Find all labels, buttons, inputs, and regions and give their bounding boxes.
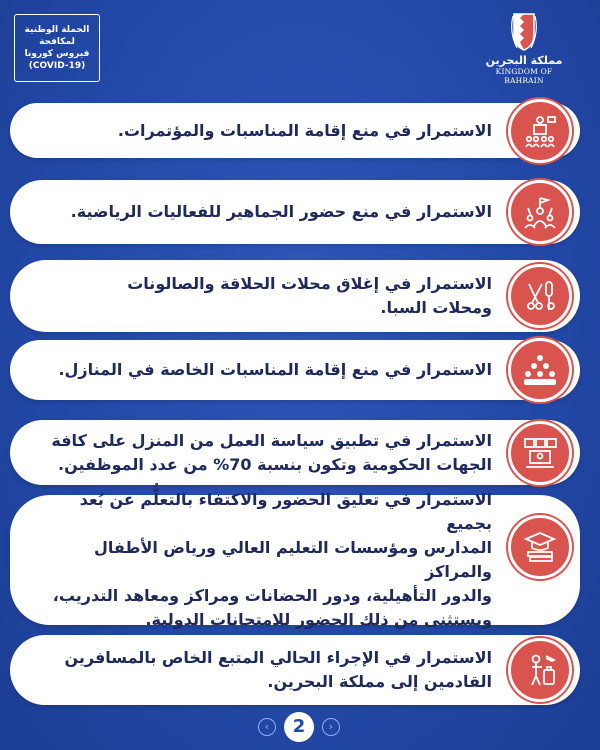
measure-card (10, 635, 580, 705)
conference-icon (508, 99, 572, 163)
measure-card (10, 490, 580, 629)
pagination (0, 712, 600, 742)
campaign-line-2: لمكافحة (39, 37, 75, 47)
campaign-line-3: فيروس كورونا (24, 49, 90, 59)
measure-card (10, 180, 580, 244)
measure-text-line: الاستمرار في تعليق الحضور والاكتفاء بالتعلُّم عن بُعد بجميع (79, 490, 492, 533)
measure-text-line: المدارس ومؤسسات التعليم العالي ورياض الأطفال والمراكز (93, 538, 492, 581)
measure-text-line: القادمين إلى مملكة البحرين. (267, 672, 492, 691)
measure-text-line: والدور التأهيلية، ودور الحضانات ومراكز ومعاهد التدريب، (52, 586, 492, 605)
crowd-icon (508, 338, 572, 402)
graduation-books-icon (508, 515, 572, 579)
measure-text-line: الاستمرار في إغلاق محلات الحلاقة والصالونات (127, 274, 492, 293)
measure-text-line: الاستمرار في منع حضور الجماهير للفعاليات الرياضية. (70, 202, 492, 221)
measure-text-line: الاستمرار في منع إقامة المناسبات والمؤتمرات. (117, 120, 492, 140)
emblem-icon (509, 12, 539, 52)
measure-text-line: ومحلات السبا. (380, 298, 492, 317)
page-number: 2 (284, 712, 314, 742)
measure-text-line: الاستمرار في منع إقامة المناسبات الخاصة في المنازل. (58, 360, 492, 379)
measure-card (10, 103, 580, 158)
salon-tools-icon (508, 264, 572, 328)
header (0, 0, 600, 92)
measure-card (10, 420, 580, 485)
sports-fans-icon (508, 180, 572, 244)
next-page-icon[interactable]: › (322, 718, 340, 736)
measure-text-line: الجهات الحكومية وتكون بنسبة 70% من عدد الموظفين. (58, 454, 492, 474)
brand-english: KINGDOM OF BAHRAIN (495, 67, 553, 85)
brand-arabic: مملكة البحرين (485, 54, 563, 67)
measure-card (10, 260, 580, 332)
campaign-line-1: الحملة الوطنية (24, 25, 90, 35)
prev-page-icon[interactable]: ‹ (258, 718, 276, 736)
measure-text-line: ويستثنى من ذلك الحضور للامتحانات الدولية. (145, 610, 492, 629)
measure-text-line: الاستمرار في الإجراء الحالي المتبع الخاص بالمسافرين (64, 648, 492, 667)
remote-work-icon (508, 421, 572, 485)
measure-card (10, 340, 580, 400)
campaign-line-4: (COVID-19) (28, 61, 86, 71)
campaign-badge (14, 14, 100, 82)
traveler-icon (508, 638, 572, 702)
kingdom-logo (476, 12, 572, 85)
measure-text-line: الاستمرار في تطبيق سياسة العمل من المنزل على كافة (51, 430, 492, 450)
